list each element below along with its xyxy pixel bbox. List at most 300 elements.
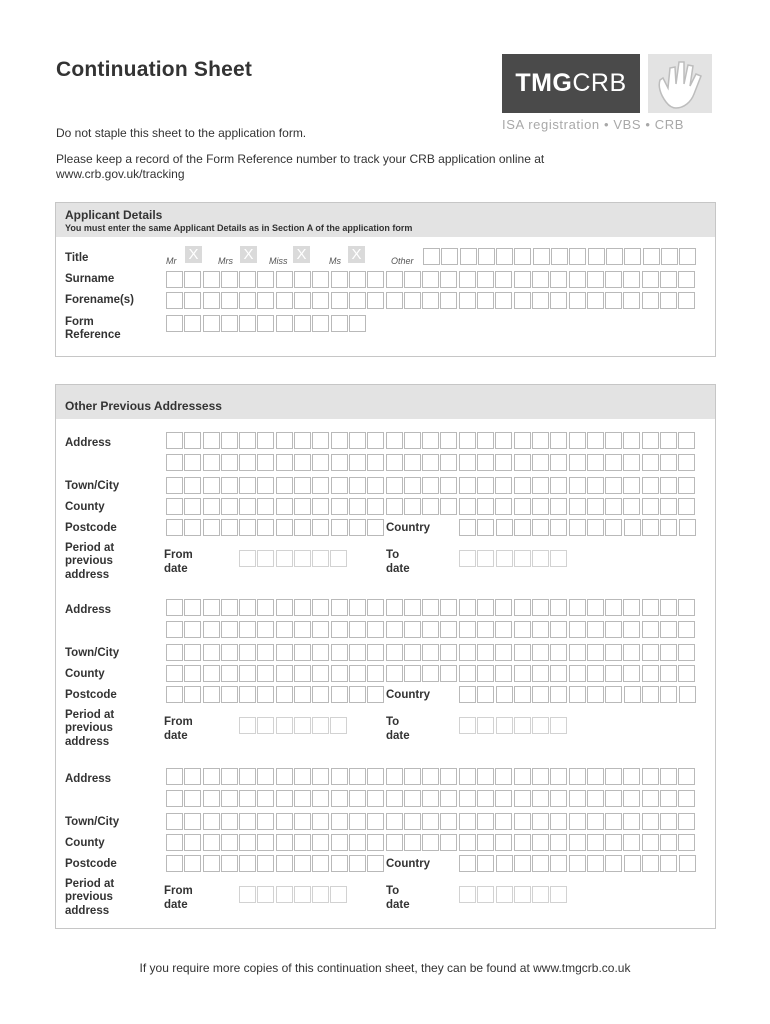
char-box[interactable] [294, 432, 311, 449]
char-box[interactable] [496, 686, 513, 703]
char-box[interactable] [532, 599, 549, 616]
char-box[interactable] [624, 686, 641, 703]
char-box[interactable] [496, 717, 513, 734]
char-box[interactable] [422, 477, 439, 494]
char-box[interactable] [257, 855, 274, 872]
char-box[interactable] [386, 768, 403, 785]
char-box[interactable] [276, 834, 293, 851]
char-box[interactable] [660, 686, 677, 703]
char-box[interactable] [422, 292, 439, 309]
char-box[interactable] [642, 813, 659, 830]
char-box[interactable] [514, 813, 531, 830]
char-box[interactable] [276, 432, 293, 449]
char-box[interactable] [349, 315, 366, 332]
char-box[interactable] [257, 315, 274, 332]
char-box[interactable] [678, 834, 695, 851]
char-box[interactable] [587, 271, 604, 288]
char-box[interactable] [440, 292, 457, 309]
char-box[interactable] [349, 292, 366, 309]
char-box[interactable] [239, 855, 256, 872]
char-box[interactable] [440, 271, 457, 288]
char-box[interactable] [569, 790, 586, 807]
char-box[interactable] [459, 432, 476, 449]
char-box[interactable] [312, 790, 329, 807]
char-box[interactable] [550, 498, 567, 515]
address-line1-input[interactable] [166, 599, 697, 616]
char-box[interactable] [440, 644, 457, 661]
char-box[interactable] [678, 292, 695, 309]
char-box[interactable] [477, 432, 494, 449]
char-box[interactable] [587, 790, 604, 807]
char-box[interactable] [422, 768, 439, 785]
char-box[interactable] [459, 813, 476, 830]
char-box[interactable] [276, 477, 293, 494]
char-box[interactable] [660, 813, 677, 830]
char-box[interactable] [294, 519, 311, 536]
char-box[interactable] [477, 519, 494, 536]
char-box[interactable] [514, 599, 531, 616]
char-box[interactable] [349, 432, 366, 449]
char-box[interactable] [605, 454, 622, 471]
char-box[interactable] [239, 686, 256, 703]
char-box[interactable] [587, 477, 604, 494]
char-box[interactable] [166, 315, 183, 332]
char-box[interactable] [514, 790, 531, 807]
char-box[interactable] [331, 855, 348, 872]
char-box[interactable] [661, 248, 678, 265]
char-box[interactable] [642, 454, 659, 471]
char-box[interactable] [495, 665, 512, 682]
char-box[interactable] [331, 834, 348, 851]
char-box[interactable] [294, 599, 311, 616]
char-box[interactable] [660, 477, 677, 494]
char-box[interactable] [276, 644, 293, 661]
char-box[interactable] [312, 519, 329, 536]
char-box[interactable] [550, 665, 567, 682]
char-box[interactable] [184, 855, 201, 872]
char-box[interactable] [404, 665, 421, 682]
char-box[interactable] [477, 621, 494, 638]
char-box[interactable] [349, 855, 366, 872]
char-box[interactable] [312, 834, 329, 851]
char-box[interactable] [495, 271, 512, 288]
char-box[interactable] [312, 717, 329, 734]
char-box[interactable] [605, 498, 622, 515]
address-line1-input[interactable] [166, 768, 697, 785]
char-box[interactable] [660, 292, 677, 309]
char-box[interactable] [643, 248, 660, 265]
char-box[interactable] [623, 665, 640, 682]
char-box[interactable] [276, 790, 293, 807]
char-box[interactable] [386, 665, 403, 682]
char-box[interactable] [239, 271, 256, 288]
char-box[interactable] [239, 454, 256, 471]
char-box[interactable] [203, 644, 220, 661]
char-box[interactable] [203, 432, 220, 449]
char-box[interactable] [496, 886, 513, 903]
to-date-input[interactable] [459, 550, 569, 567]
char-box[interactable] [294, 550, 311, 567]
char-box[interactable] [330, 550, 347, 567]
char-box[interactable] [294, 454, 311, 471]
char-box[interactable] [459, 790, 476, 807]
char-box[interactable] [477, 271, 494, 288]
forename-input[interactable] [166, 292, 697, 309]
char-box[interactable] [550, 768, 567, 785]
char-box[interactable] [239, 550, 256, 567]
char-box[interactable] [496, 550, 513, 567]
char-box[interactable] [203, 315, 220, 332]
char-box[interactable] [514, 454, 531, 471]
char-box[interactable] [660, 790, 677, 807]
char-box[interactable] [331, 621, 348, 638]
char-box[interactable] [678, 768, 695, 785]
char-box[interactable] [514, 855, 531, 872]
char-box[interactable] [642, 498, 659, 515]
char-box[interactable] [386, 432, 403, 449]
char-box[interactable] [495, 454, 512, 471]
from-date-input[interactable] [239, 550, 349, 567]
char-box[interactable] [166, 599, 183, 616]
char-box[interactable] [404, 498, 421, 515]
char-box[interactable] [349, 271, 366, 288]
char-box[interactable] [221, 790, 238, 807]
char-box[interactable] [221, 621, 238, 638]
char-box[interactable] [678, 599, 695, 616]
char-box[interactable] [221, 498, 238, 515]
char-box[interactable] [679, 855, 696, 872]
char-box[interactable] [569, 477, 586, 494]
char-box[interactable] [203, 790, 220, 807]
char-box[interactable] [477, 644, 494, 661]
char-box[interactable] [422, 834, 439, 851]
char-box[interactable] [221, 768, 238, 785]
char-box[interactable] [312, 498, 329, 515]
char-box[interactable] [440, 790, 457, 807]
address-line2-input[interactable] [166, 454, 697, 471]
char-box[interactable] [312, 292, 329, 309]
address-line2-input[interactable] [166, 790, 697, 807]
char-box[interactable] [569, 432, 586, 449]
char-box[interactable] [257, 477, 274, 494]
char-box[interactable] [569, 665, 586, 682]
char-box[interactable] [514, 686, 531, 703]
char-box[interactable] [404, 477, 421, 494]
char-box[interactable] [349, 790, 366, 807]
char-box[interactable] [422, 271, 439, 288]
char-box[interactable] [477, 550, 494, 567]
char-box[interactable] [587, 768, 604, 785]
char-box[interactable] [477, 834, 494, 851]
char-box[interactable] [367, 621, 384, 638]
char-box[interactable] [569, 599, 586, 616]
char-box[interactable] [276, 686, 293, 703]
char-box[interactable] [459, 855, 476, 872]
char-box[interactable] [239, 665, 256, 682]
char-box[interactable] [569, 248, 586, 265]
char-box[interactable] [331, 813, 348, 830]
char-box[interactable] [569, 813, 586, 830]
char-box[interactable] [221, 813, 238, 830]
surname-input[interactable] [166, 271, 697, 288]
char-box[interactable] [660, 665, 677, 682]
char-box[interactable] [624, 248, 641, 265]
char-box[interactable] [386, 271, 403, 288]
char-box[interactable] [477, 454, 494, 471]
char-box[interactable] [495, 813, 512, 830]
char-box[interactable] [642, 644, 659, 661]
char-box[interactable] [404, 644, 421, 661]
char-box[interactable] [184, 271, 201, 288]
char-box[interactable] [257, 599, 274, 616]
char-box[interactable] [477, 498, 494, 515]
char-box[interactable] [312, 855, 329, 872]
char-box[interactable] [239, 813, 256, 830]
char-box[interactable] [532, 768, 549, 785]
char-box[interactable] [184, 790, 201, 807]
char-box[interactable] [276, 717, 293, 734]
char-box[interactable] [514, 550, 531, 567]
form-reference-input[interactable] [166, 315, 367, 332]
char-box[interactable] [166, 498, 183, 515]
char-box[interactable] [459, 519, 476, 536]
char-box[interactable] [349, 599, 366, 616]
char-box[interactable] [386, 621, 403, 638]
char-box[interactable] [166, 454, 183, 471]
char-box[interactable] [184, 665, 201, 682]
char-box[interactable] [221, 454, 238, 471]
checkbox-miss[interactable]: X [293, 246, 310, 263]
char-box[interactable] [294, 813, 311, 830]
char-box[interactable] [294, 768, 311, 785]
char-box[interactable] [606, 248, 623, 265]
char-box[interactable] [331, 665, 348, 682]
char-box[interactable] [459, 665, 476, 682]
char-box[interactable] [276, 292, 293, 309]
char-box[interactable] [495, 790, 512, 807]
char-box[interactable] [459, 292, 476, 309]
char-box[interactable] [642, 621, 659, 638]
char-box[interactable] [532, 454, 549, 471]
char-box[interactable] [367, 855, 384, 872]
char-box[interactable] [294, 292, 311, 309]
char-box[interactable] [166, 644, 183, 661]
char-box[interactable] [660, 834, 677, 851]
county-input[interactable] [166, 834, 697, 851]
char-box[interactable] [532, 665, 549, 682]
char-box[interactable] [330, 717, 347, 734]
char-box[interactable] [660, 271, 677, 288]
char-box[interactable] [331, 599, 348, 616]
char-box[interactable] [404, 454, 421, 471]
char-box[interactable] [440, 454, 457, 471]
char-box[interactable] [569, 519, 586, 536]
char-box[interactable] [312, 686, 329, 703]
char-box[interactable] [477, 768, 494, 785]
to-date-input[interactable] [459, 717, 569, 734]
char-box[interactable] [239, 621, 256, 638]
from-date-input[interactable] [239, 886, 349, 903]
char-box[interactable] [587, 834, 604, 851]
char-box[interactable] [532, 498, 549, 515]
char-box[interactable] [550, 834, 567, 851]
char-box[interactable] [660, 599, 677, 616]
char-box[interactable] [166, 432, 183, 449]
char-box[interactable] [203, 292, 220, 309]
char-box[interactable] [221, 686, 238, 703]
char-box[interactable] [623, 498, 640, 515]
char-box[interactable] [514, 834, 531, 851]
postcode-input[interactable] [166, 686, 386, 703]
char-box[interactable] [605, 768, 622, 785]
char-box[interactable] [276, 886, 293, 903]
char-box[interactable] [404, 813, 421, 830]
char-box[interactable] [550, 519, 567, 536]
char-box[interactable] [422, 790, 439, 807]
char-box[interactable] [587, 599, 604, 616]
char-box[interactable] [550, 292, 567, 309]
char-box[interactable] [532, 292, 549, 309]
char-box[interactable] [550, 686, 567, 703]
char-box[interactable] [294, 834, 311, 851]
char-box[interactable] [386, 454, 403, 471]
char-box[interactable] [257, 292, 274, 309]
char-box[interactable] [460, 248, 477, 265]
char-box[interactable] [495, 599, 512, 616]
title-other-input[interactable] [423, 248, 697, 265]
char-box[interactable] [514, 292, 531, 309]
country-input[interactable] [459, 855, 697, 872]
char-box[interactable] [459, 498, 476, 515]
char-box[interactable] [440, 621, 457, 638]
char-box[interactable] [605, 621, 622, 638]
char-box[interactable] [569, 644, 586, 661]
char-box[interactable] [660, 768, 677, 785]
char-box[interactable] [605, 813, 622, 830]
char-box[interactable] [514, 271, 531, 288]
char-box[interactable] [642, 271, 659, 288]
char-box[interactable] [422, 813, 439, 830]
char-box[interactable] [550, 599, 567, 616]
char-box[interactable] [367, 519, 384, 536]
char-box[interactable] [257, 686, 274, 703]
char-box[interactable] [331, 271, 348, 288]
char-box[interactable] [166, 813, 183, 830]
char-box[interactable] [404, 432, 421, 449]
char-box[interactable] [495, 644, 512, 661]
checkbox-mrs[interactable]: X [240, 246, 257, 263]
char-box[interactable] [550, 477, 567, 494]
char-box[interactable] [624, 855, 641, 872]
char-box[interactable] [404, 621, 421, 638]
char-box[interactable] [550, 271, 567, 288]
char-box[interactable] [459, 717, 476, 734]
char-box[interactable] [203, 621, 220, 638]
char-box[interactable] [477, 813, 494, 830]
char-box[interactable] [239, 315, 256, 332]
char-box[interactable] [459, 768, 476, 785]
char-box[interactable] [166, 834, 183, 851]
char-box[interactable] [440, 768, 457, 785]
char-box[interactable] [623, 271, 640, 288]
char-box[interactable] [660, 498, 677, 515]
char-box[interactable] [221, 315, 238, 332]
char-box[interactable] [624, 519, 641, 536]
char-box[interactable] [459, 686, 476, 703]
char-box[interactable] [239, 599, 256, 616]
char-box[interactable] [294, 665, 311, 682]
char-box[interactable] [367, 768, 384, 785]
char-box[interactable] [679, 686, 696, 703]
char-box[interactable] [660, 519, 677, 536]
char-box[interactable] [184, 432, 201, 449]
char-box[interactable] [679, 248, 696, 265]
char-box[interactable] [404, 768, 421, 785]
char-box[interactable] [331, 498, 348, 515]
char-box[interactable] [331, 644, 348, 661]
char-box[interactable] [514, 498, 531, 515]
char-box[interactable] [239, 292, 256, 309]
char-box[interactable] [367, 454, 384, 471]
char-box[interactable] [203, 599, 220, 616]
char-box[interactable] [312, 432, 329, 449]
char-box[interactable] [184, 498, 201, 515]
char-box[interactable] [550, 790, 567, 807]
char-box[interactable] [349, 768, 366, 785]
char-box[interactable] [221, 834, 238, 851]
char-box[interactable] [532, 550, 549, 567]
char-box[interactable] [166, 292, 183, 309]
char-box[interactable] [331, 454, 348, 471]
char-box[interactable] [349, 621, 366, 638]
char-box[interactable] [623, 813, 640, 830]
town-city-input[interactable] [166, 813, 697, 830]
char-box[interactable] [459, 886, 476, 903]
char-box[interactable] [532, 834, 549, 851]
char-box[interactable] [294, 498, 311, 515]
char-box[interactable] [404, 834, 421, 851]
char-box[interactable] [587, 519, 604, 536]
char-box[interactable] [642, 519, 659, 536]
char-box[interactable] [312, 315, 329, 332]
char-box[interactable] [221, 477, 238, 494]
char-box[interactable] [514, 621, 531, 638]
char-box[interactable] [422, 621, 439, 638]
char-box[interactable] [367, 599, 384, 616]
char-box[interactable] [550, 886, 567, 903]
char-box[interactable] [605, 599, 622, 616]
char-box[interactable] [367, 790, 384, 807]
char-box[interactable] [166, 665, 183, 682]
char-box[interactable] [496, 519, 513, 536]
char-box[interactable] [623, 834, 640, 851]
char-box[interactable] [532, 686, 549, 703]
char-box[interactable] [532, 477, 549, 494]
char-box[interactable] [605, 271, 622, 288]
char-box[interactable] [331, 432, 348, 449]
char-box[interactable] [514, 477, 531, 494]
char-box[interactable] [569, 768, 586, 785]
char-box[interactable] [478, 248, 495, 265]
char-box[interactable] [331, 790, 348, 807]
char-box[interactable] [367, 292, 384, 309]
char-box[interactable] [184, 519, 201, 536]
char-box[interactable] [660, 855, 677, 872]
char-box[interactable] [514, 644, 531, 661]
char-box[interactable] [678, 665, 695, 682]
char-box[interactable] [422, 454, 439, 471]
char-box[interactable] [367, 665, 384, 682]
